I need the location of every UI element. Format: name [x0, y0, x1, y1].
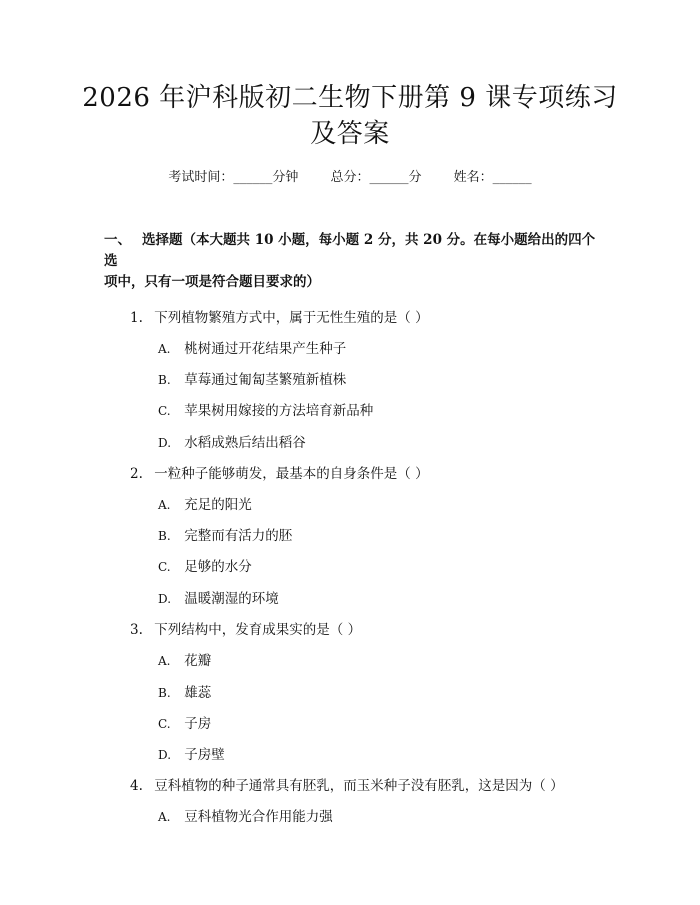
option-text: 花瓣 — [184, 653, 212, 669]
student-name-field: 姓名：______ — [453, 170, 532, 185]
option-text: 草莓通过匍匐茎繁殖新植株 — [184, 372, 347, 388]
question-3-option-b — [158, 683, 598, 703]
option-letter: C. — [158, 560, 171, 574]
option-letter: B. — [158, 686, 171, 700]
option-letter: A. — [158, 810, 171, 824]
question-2-option-a — [158, 495, 598, 515]
option-text: 豆科植物光合作用能力强 — [184, 809, 333, 825]
exam-time-field: 考试时间：______分钟 — [168, 170, 299, 185]
section-text-line-2: 项中，只有一项是符合题目要求的） — [104, 274, 320, 290]
option-text: 温暖潮湿的环境 — [184, 591, 279, 607]
question-number: 2. — [130, 466, 143, 482]
option-text: 苹果树用嫁接的方法培育新品种 — [184, 403, 374, 419]
option-text: 充足的阳光 — [184, 497, 252, 513]
question-stem: 下列结构中，发育成果实的是（ ） — [154, 622, 362, 638]
question-1-option-b — [158, 370, 598, 390]
question-stem: 下列植物繁殖方式中，属于无性生殖的是（ ） — [154, 310, 429, 326]
option-text: 子房壁 — [184, 747, 225, 763]
question-2-option-c — [158, 557, 598, 577]
question-2-option-b — [158, 526, 598, 546]
title-line-1: 2026 年沪科版初二生物下册第 9 课专项练习 — [82, 83, 618, 113]
question-3 — [130, 620, 610, 640]
option-text: 雄蕊 — [184, 685, 212, 701]
option-letter: B. — [158, 373, 171, 387]
question-number: 4. — [130, 778, 143, 794]
question-1-option-a — [158, 339, 598, 359]
option-letter: D. — [158, 436, 172, 450]
option-letter: A. — [158, 654, 171, 668]
option-letter: A. — [158, 342, 171, 356]
option-text: 足够的水分 — [184, 559, 252, 575]
question-1-option-c — [158, 401, 598, 421]
option-text: 完整而有活力的胚 — [184, 528, 293, 544]
question-3-option-d — [158, 745, 598, 765]
question-3-option-c — [158, 714, 598, 734]
option-letter: C. — [158, 404, 171, 418]
title-line-2: 及答案 — [310, 119, 390, 149]
question-2-option-d — [158, 589, 598, 609]
question-stem: 一粒种子能够萌发，最基本的自身条件是（ ） — [154, 466, 429, 482]
option-text: 子房 — [184, 716, 212, 732]
option-letter: C. — [158, 717, 171, 731]
question-2 — [130, 464, 610, 484]
question-number: 1. — [130, 310, 143, 326]
option-letter: D. — [158, 748, 172, 762]
option-letter: D. — [158, 592, 172, 606]
question-1-option-d — [158, 433, 598, 453]
question-4 — [130, 776, 610, 796]
option-text: 桃树通过开花结果产生种子 — [184, 341, 347, 357]
question-stem: 豆科植物的种子通常具有胚乳，而玉米种子没有胚乳，这是因为（ ） — [154, 778, 564, 794]
question-3-option-a — [158, 651, 598, 671]
total-score-field: 总分：______分 — [330, 170, 422, 185]
option-letter: B. — [158, 529, 171, 543]
section-heading — [104, 230, 604, 293]
option-text: 水稻成熟后结出稻谷 — [184, 435, 306, 451]
question-4-option-a — [158, 807, 598, 827]
question-number: 3. — [130, 622, 143, 638]
section-text-line-1: 选择题（本大题共 10 小题，每小题 2 分，共 20 分。在每小题给出的四个选 — [104, 232, 596, 269]
exam-info-line — [0, 168, 700, 188]
document-title — [70, 80, 630, 152]
question-1 — [130, 308, 610, 328]
option-letter: A. — [158, 498, 171, 512]
section-number: 一、 — [104, 232, 131, 248]
